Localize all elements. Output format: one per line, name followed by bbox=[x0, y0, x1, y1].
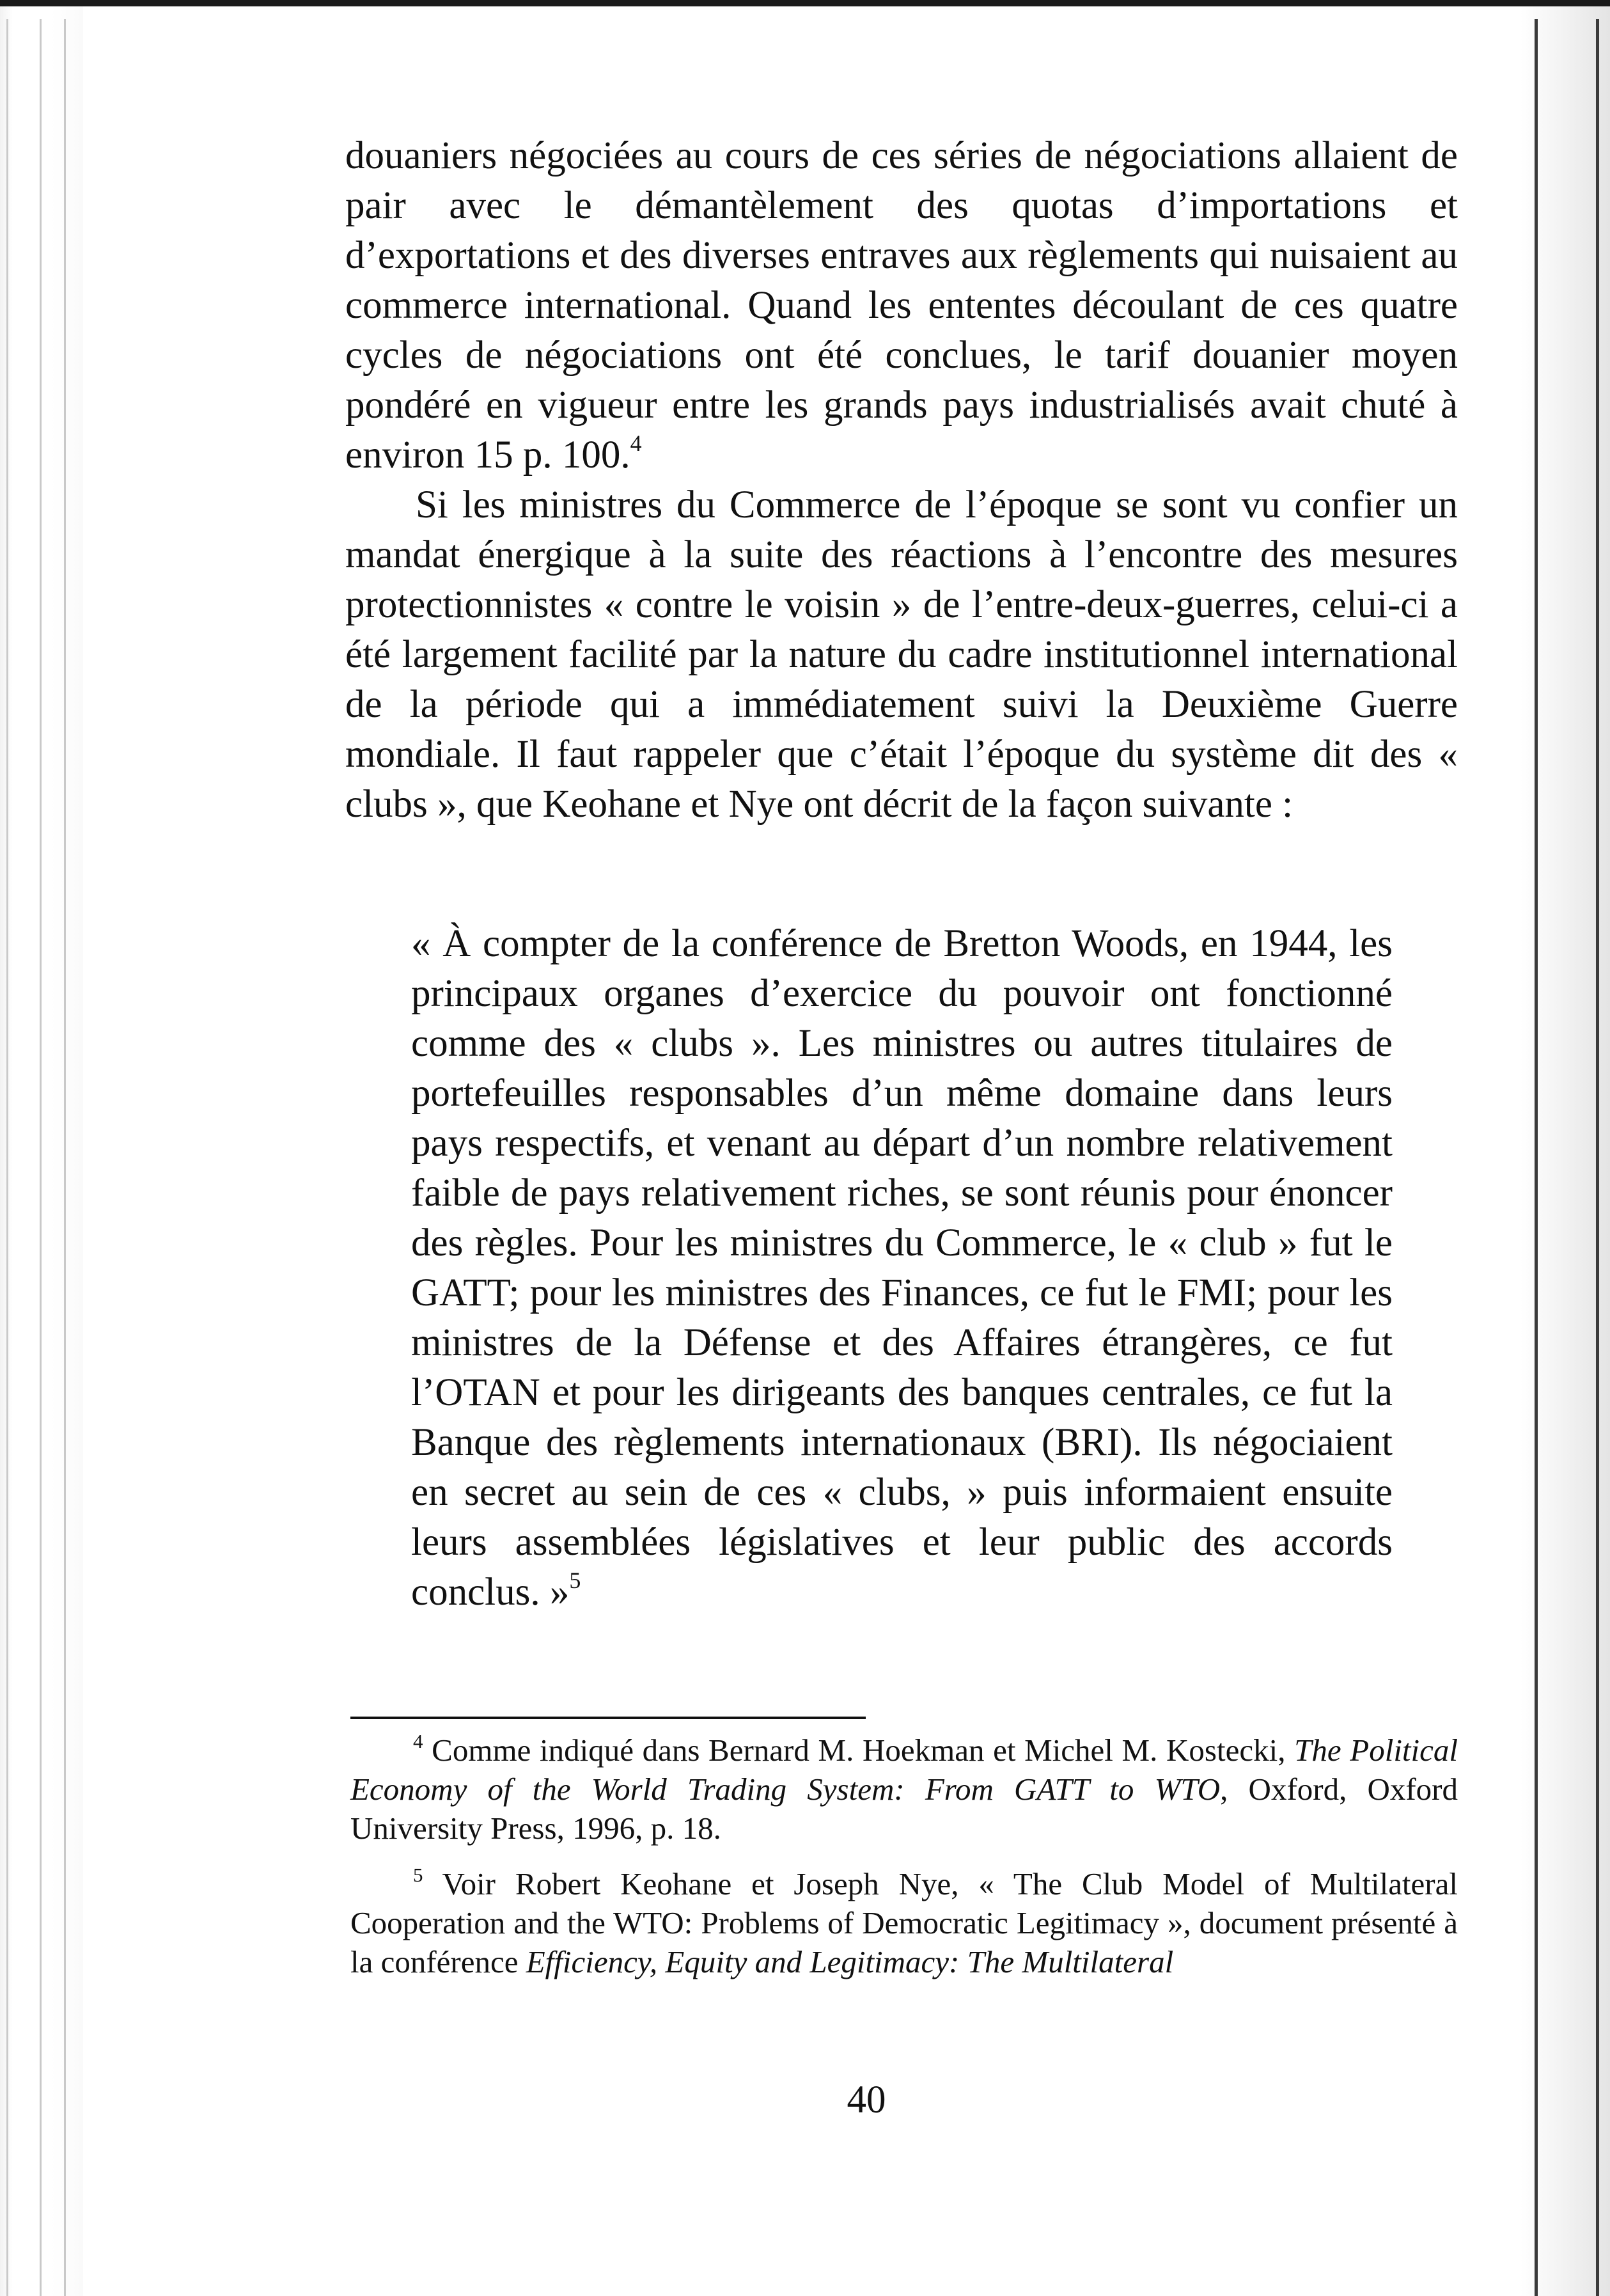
footnote-4 bbox=[350, 1731, 1458, 1848]
scan-right-margin bbox=[1520, 6, 1610, 2296]
footnote-5-number: 5 bbox=[413, 1864, 423, 1886]
footnote-divider bbox=[350, 1717, 866, 1719]
page-body bbox=[345, 131, 1458, 830]
block-quote-text: « À compter de la conférence de Bretton Woods, en 1944, les principaux organes d’exercice du pouvoir ont fonctionné comme des « clubs ». Les ministres ou autres titulaires de portefeuilles responsables d’un même domaine dans leurs pays respectifs, et venant au départ d’un nombre relativement faible de pays relativement riches, se sont réunis pour énoncer des règles. Pour les ministres du Commerce, le « club » fut le GATT; pour les ministres des Finances, ce fut le FMI; pour les ministres de la Défense et des Affaires étrangères, ce fut l’OTAN et pour les dirigeants des banques centrales, ce fut la Banque des règlements internationaux (BRI). Ils négociaient en secret au sein de ces « clubs, » puis informaient ensuite leurs assemblées législatives et leur public des accords conclus. » bbox=[411, 922, 1393, 1614]
footnote-4-title: The Political Economy of the World Trading System: From GATT to WTO bbox=[350, 1733, 1458, 1807]
page-number: 40 bbox=[847, 2079, 886, 2121]
scan-right-line bbox=[1596, 19, 1599, 2296]
footnote-5-lead: Voir Robert Keohane et Joseph Nye, « The Club Model of Multilateral Cooperation and the WTO: Problems of Democratic Legitimacy », document présenté à la conférence bbox=[350, 1866, 1458, 1979]
scan-right-line bbox=[1535, 19, 1538, 2296]
scan-top-border bbox=[0, 0, 1610, 6]
footnote-4-number: 4 bbox=[413, 1730, 423, 1752]
footnote-5 bbox=[350, 1864, 1458, 1981]
footnote-4-lead: Comme indiqué dans Bernard M. Hoekman et Michel M. Kostecki, bbox=[432, 1733, 1286, 1768]
scan-left-margin bbox=[0, 6, 83, 2296]
scan-left-line bbox=[6, 19, 8, 2296]
body-paragraph-1 bbox=[345, 131, 1458, 480]
scan-left-line bbox=[64, 19, 66, 2296]
footnote-ref-4: 4 bbox=[630, 430, 642, 456]
block-quote bbox=[411, 919, 1393, 1617]
footnotes bbox=[350, 1731, 1458, 1981]
scan-left-line bbox=[40, 19, 42, 2296]
body-paragraph-1-text: douaniers négociées au cours de ces séries de négociations allaient de pair avec le démantèlement des quotas d’importations et d’exportations et des diverses entraves aux règlements qui nuisaient au commerce international. Quand les ententes découlant de ces quatre cycles de négociations ont été conclues, le tarif douanier moyen pondéré en vigueur entre les grands pays industrialisés avait chuté à environ 15 p. 100. bbox=[345, 134, 1458, 476]
body-paragraph-2: Si les ministres du Commerce de l’époque se sont vu confier un mandat énergique à la suite des réactions à l’encontre des mesures protectionnistes « contre le voisin » de l’entre-deux-guerres, celui-ci a été largement facilité par la nature du cadre institutionnel international de la période qui a immédiatement suivi la Deuxième Guerre mondiale. Il faut rappeler que c’était l’époque du système dit des « clubs », que Keohane et Nye ont décrit de la façon suivante : bbox=[345, 484, 1458, 826]
footnote-5-title: Efficiency, Equity and Legitimacy: The Multilateral bbox=[526, 1944, 1174, 1979]
footnote-ref-5: 5 bbox=[569, 1568, 581, 1593]
footnote-4-tail: , Oxford, Oxford University Press, 1996, p. 18. bbox=[350, 1772, 1458, 1846]
